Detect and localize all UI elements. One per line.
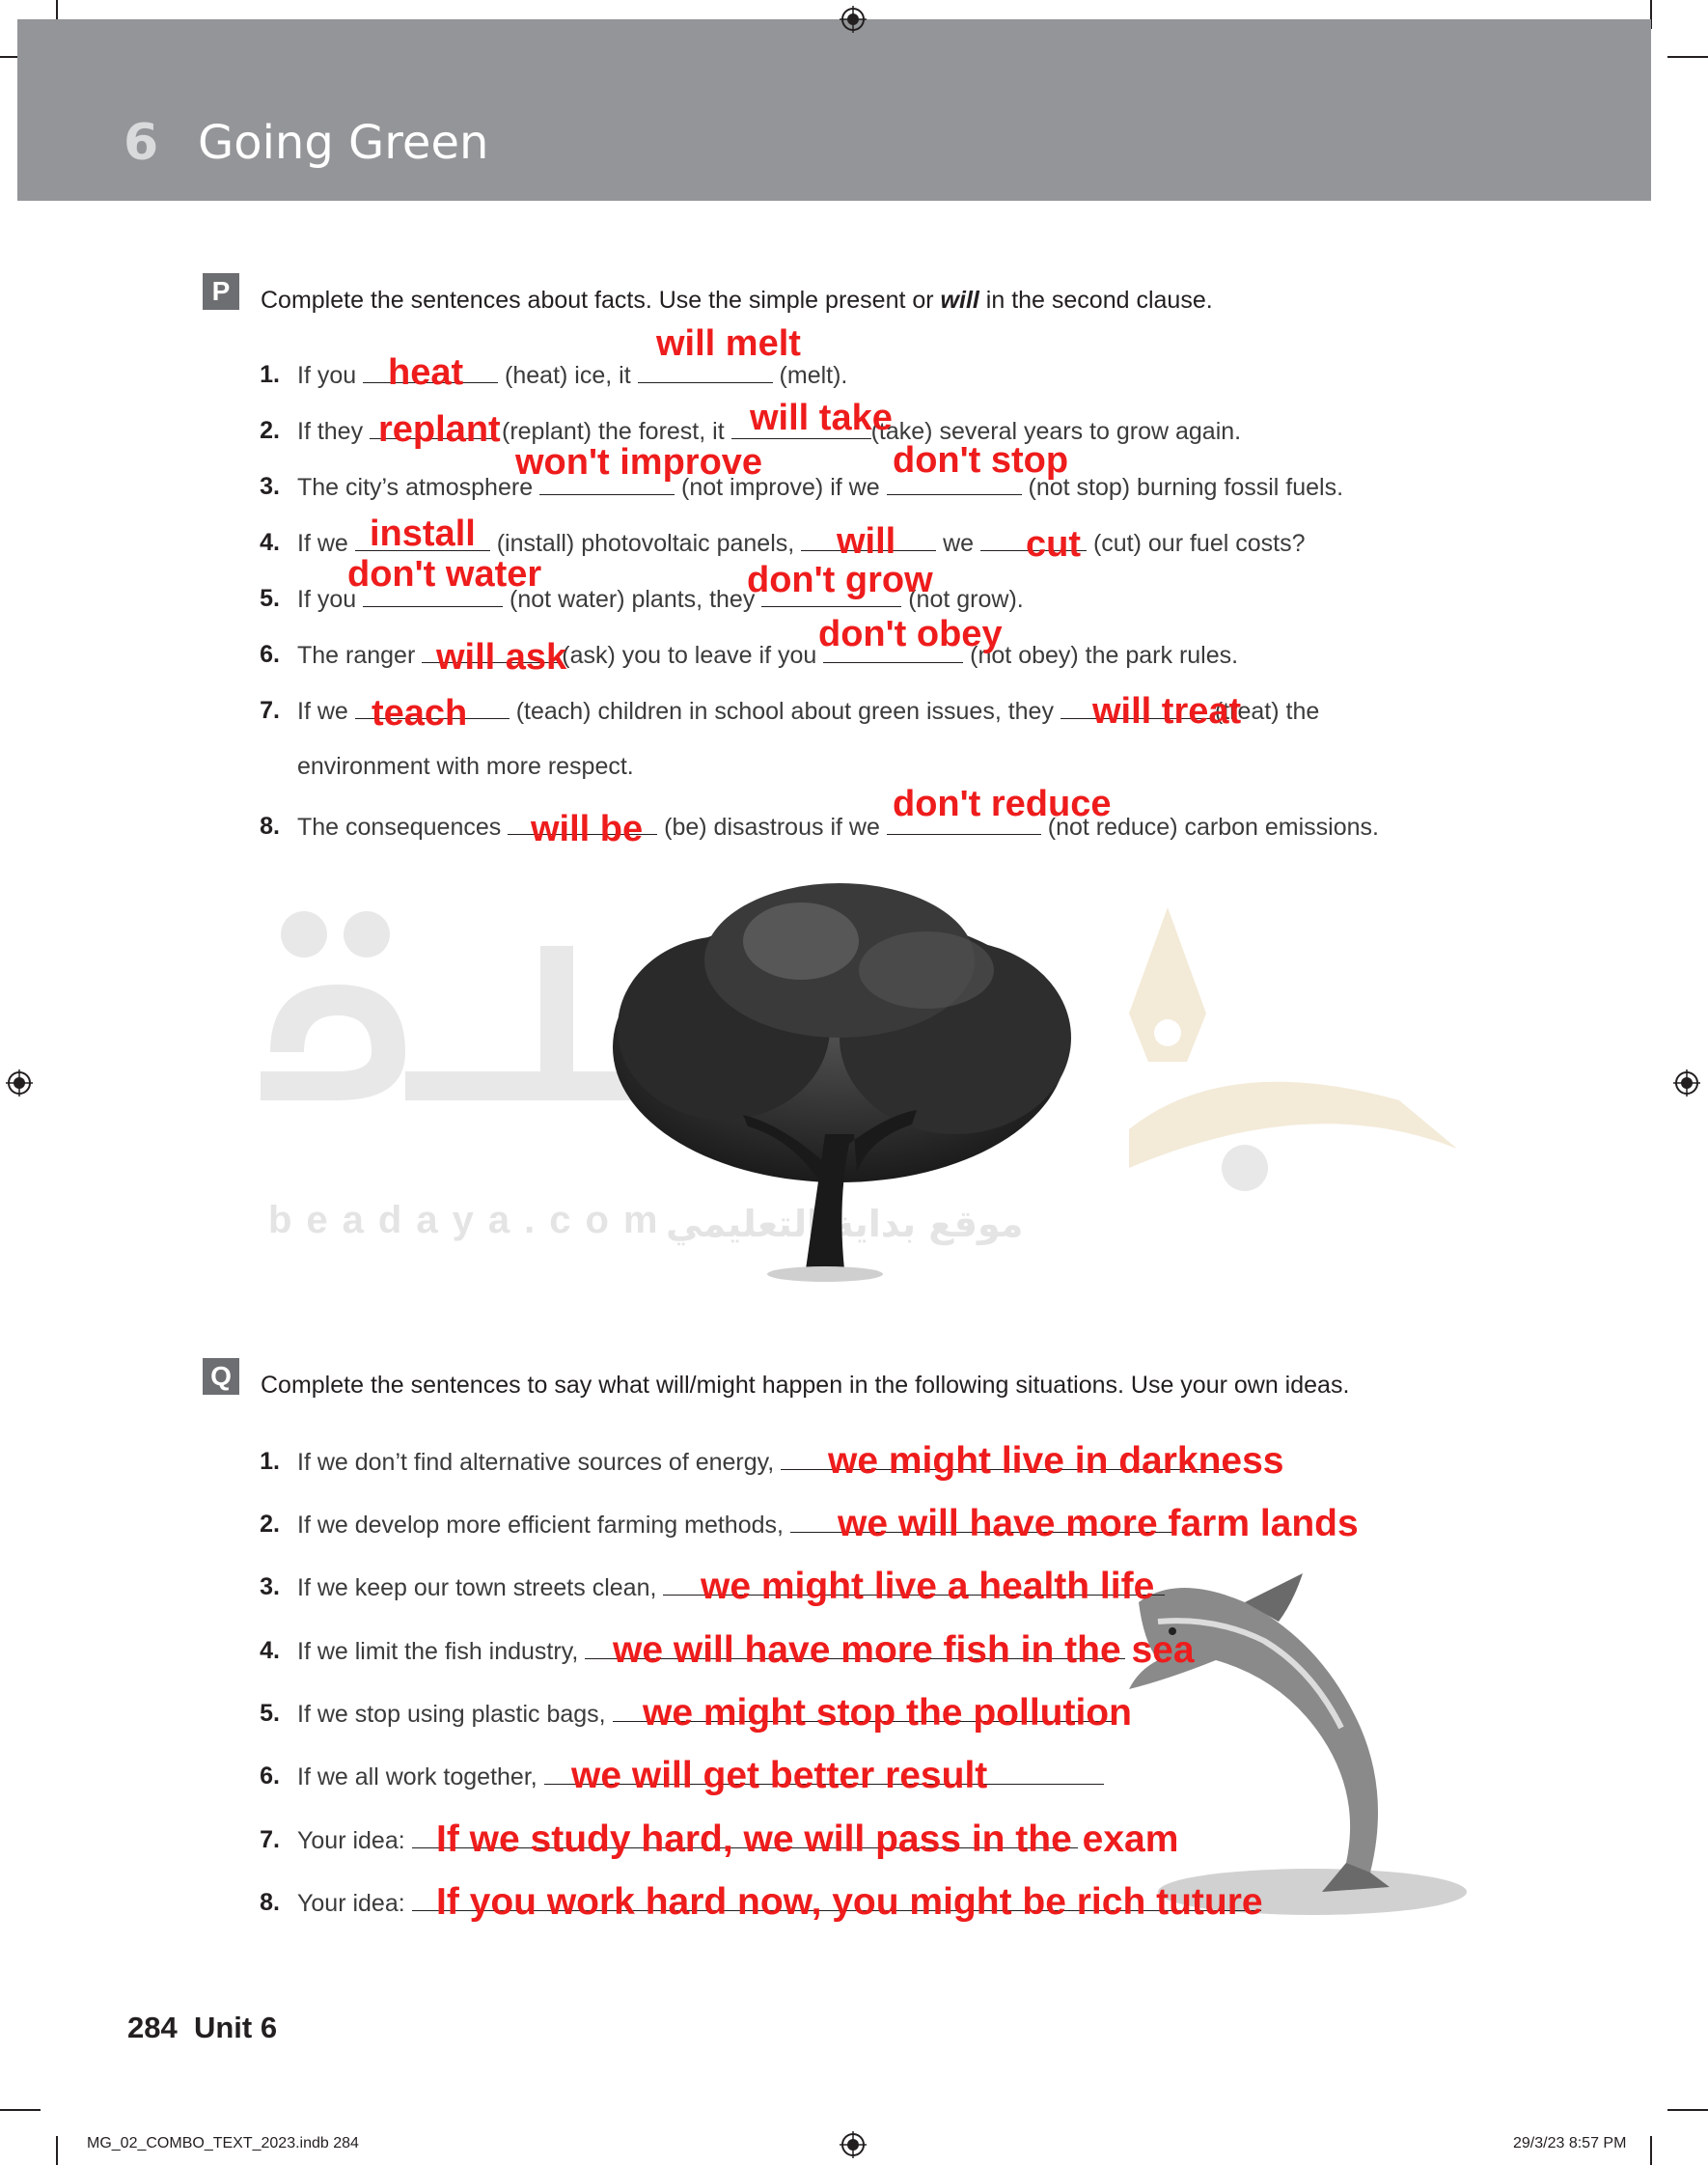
item-number: 8.: [260, 1889, 280, 1916]
handwritten-answer: we might stop the pollution: [643, 1692, 1132, 1734]
item-number: 6.: [260, 1763, 280, 1790]
watermark-arabic: موقع بداية التعليمي: [666, 1203, 1024, 1245]
crop-mark: [0, 2109, 41, 2111]
crop-mark: [1667, 2109, 1708, 2111]
unit-number: 6: [124, 114, 159, 172]
handwritten-answer: heat: [388, 352, 464, 393]
item-number: 4.: [260, 1637, 280, 1664]
handwritten-answer: will melt: [656, 323, 801, 364]
section-p-instruction: Complete the sentences about facts. Use the simple present or will in the second clause.: [261, 287, 1213, 314]
tree-illustration: [579, 883, 1100, 1289]
handwritten-answer: don't obey: [818, 614, 1003, 654]
exercise-item: If you (heat) ice, it (melt).: [297, 362, 848, 389]
exercise-item: If we stop using plastic bags,: [297, 1700, 1115, 1729]
item-number: 3.: [260, 473, 280, 500]
handwritten-answer: don't stop: [893, 440, 1069, 481]
print-slug-left: MG_02_COMBO_TEXT_2023.indb 284: [87, 2135, 359, 2151]
handwritten-answer: cut: [1026, 524, 1081, 565]
section-badge-p: P: [203, 273, 239, 310]
item-number: 1.: [260, 361, 280, 388]
exercise-item: If we all work together,: [297, 1763, 1104, 1791]
exercise-item: If we (install) photovoltaic panels, we (cut) our fuel costs?: [297, 530, 1306, 557]
handwritten-answer: will treat: [1092, 691, 1242, 732]
registration-mark-icon: [1673, 1069, 1700, 1096]
handwritten-answer: will: [837, 521, 896, 562]
crop-mark: [1667, 56, 1708, 58]
handwritten-answer: will take: [750, 398, 893, 438]
crop-mark: [56, 2136, 58, 2165]
exercise-item: If you (not water) plants, they (not grow).: [297, 586, 1024, 613]
exercise-item: If we keep our town streets clean,: [297, 1573, 1165, 1602]
exercise-item: The city’s atmosphere (not improve) if we (not stop) burning fossil fuels.: [297, 474, 1344, 501]
item-number: 5.: [260, 585, 280, 612]
exercise-item: Your idea:: [297, 1826, 1078, 1855]
item-number: 2.: [260, 1511, 280, 1538]
handwritten-answer: don't reduce: [893, 784, 1112, 824]
handwritten-answer: don't water: [347, 554, 542, 595]
registration-mark-icon: [840, 2131, 867, 2158]
exercise-item: If they (replant) the forest, it (take) several years to grow again.: [297, 418, 1242, 445]
handwritten-answer: we will get better result: [571, 1755, 988, 1796]
handwritten-answer: we will have more farm lands: [838, 1503, 1359, 1544]
page-number: 284: [127, 2011, 178, 2044]
handwritten-answer: install: [370, 513, 476, 554]
handwritten-answer: won't improve: [515, 442, 763, 483]
page-footer: [127, 2011, 277, 2045]
watermark-site: beadaya.com: [268, 1199, 673, 1241]
item-number: 5.: [260, 1700, 280, 1727]
unit-title: Going Green: [198, 116, 489, 170]
item-number: 7.: [260, 1826, 280, 1853]
unit-label: Unit 6: [193, 2011, 278, 2044]
dolphin-illustration: [1100, 1564, 1486, 1921]
section-q-instruction: Complete the sentences to say what will/might happen in the following situations. Use your own ideas.: [261, 1372, 1350, 1399]
exercise-item: If we develop more efficient farming methods,: [297, 1511, 1176, 1540]
exercise-item: If we limit the fish industry,: [297, 1637, 1125, 1666]
item-number: 8.: [260, 813, 280, 840]
crop-mark: [1650, 2136, 1652, 2165]
item-number: 3.: [260, 1573, 280, 1600]
registration-mark-icon: [6, 1069, 33, 1096]
item-number: 2.: [260, 417, 280, 444]
exercise-item: The consequences (be) disastrous if we (not reduce) carbon emissions.: [297, 814, 1379, 841]
exercise-item-continuation: environment with more respect.: [297, 753, 634, 780]
item-number: 6.: [260, 641, 280, 668]
item-number: 4.: [260, 529, 280, 556]
handwritten-answer: If we study hard, we will pass in the exam: [436, 1818, 1179, 1860]
section-badge-q: Q: [203, 1358, 239, 1395]
handwritten-answer: we might live a health life: [701, 1566, 1155, 1607]
handwritten-answer: will ask: [436, 637, 567, 678]
watermark-pen-icon: [1090, 898, 1457, 1226]
item-number: 7.: [260, 697, 280, 724]
handwritten-answer: If you work hard now, you might be rich tuture: [436, 1881, 1263, 1923]
exercise-item: If we don’t find alternative sources of energy,: [297, 1448, 1234, 1477]
handwritten-answer: teach: [372, 693, 468, 734]
registration-mark-icon: [840, 6, 867, 33]
chapter-header: [17, 19, 1651, 201]
handwritten-answer: we might live in darkness: [828, 1440, 1284, 1482]
exercise-item: If we (teach) children in school about green issues, they (treat) the: [297, 698, 1320, 725]
handwritten-answer: we will have more fish in the sea: [613, 1629, 1195, 1671]
print-slug-right: 29/3/23 8:57 PM: [1513, 2135, 1627, 2151]
handwritten-answer: will be: [531, 809, 644, 849]
exercise-item: The ranger (ask) you to leave if you (not obey) the park rules.: [297, 642, 1239, 669]
handwritten-answer: replant: [378, 409, 501, 450]
handwritten-answer: don't grow: [747, 560, 933, 600]
item-number: 1.: [260, 1448, 280, 1475]
exercise-item: Your idea:: [297, 1889, 1261, 1918]
